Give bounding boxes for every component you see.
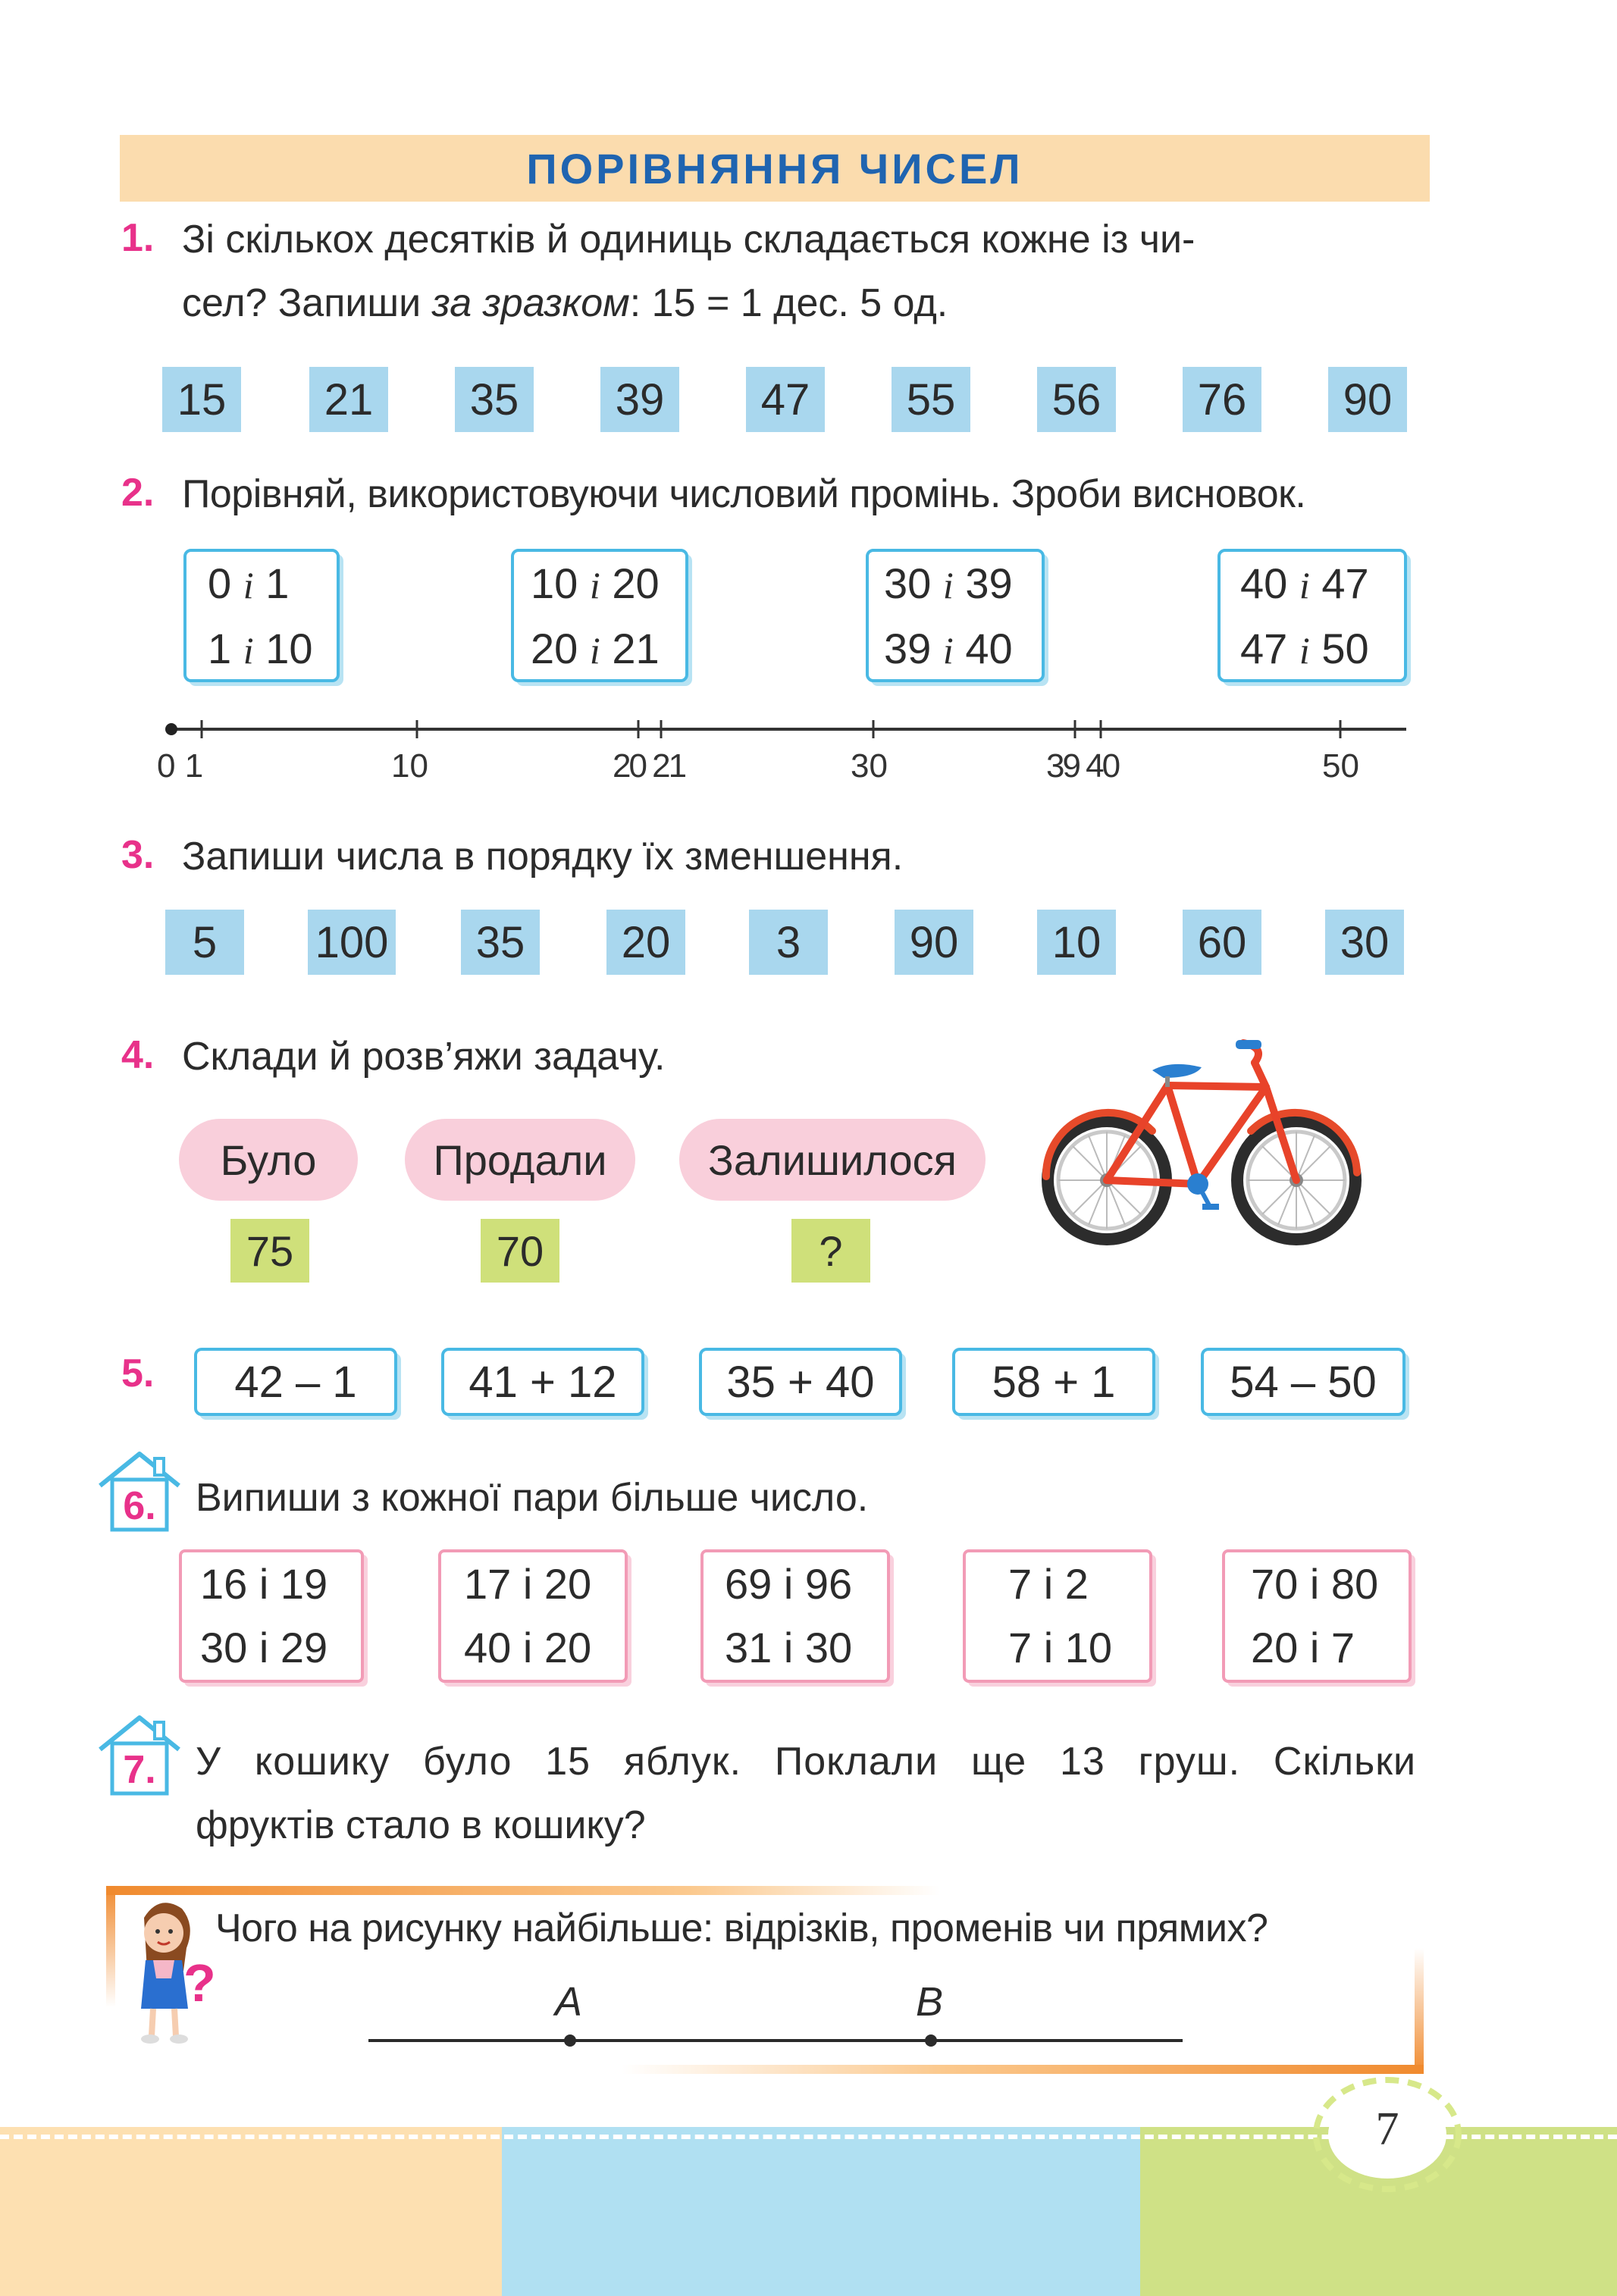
frame-right-border (1415, 1948, 1424, 2074)
task-4-text: Склади й розв’яжи задачу. (182, 1035, 666, 1079)
number-box: 90 (1328, 367, 1407, 432)
number-box: 35 (455, 367, 534, 432)
expression-box: 58 + 1 (952, 1348, 1155, 1416)
task-2-text: Порівняй, використовуючи числовий промінь. Зроби висновок. (182, 472, 1306, 516)
label-zalyshylosia: Залишилося (679, 1119, 986, 1201)
number-box: 47 (746, 367, 825, 432)
bicycle-image (1039, 1040, 1365, 1260)
pair-box (700, 1549, 890, 1683)
pair-line: 30 і 29 (200, 1624, 328, 1671)
number-box: 76 (1183, 367, 1261, 432)
task-4-number: 4. (121, 1033, 155, 1077)
task-6-number: 6. (123, 1484, 156, 1528)
task-5-number: 5. (121, 1352, 155, 1395)
comparison-box: 40 і 47 47 і 50 (1217, 549, 1407, 682)
ray-label: 39 40 (1046, 747, 1119, 785)
frame-top-border (106, 1886, 940, 1895)
number-box: 10 (1037, 910, 1116, 975)
pair-line: 20 і 7 (1251, 1624, 1355, 1671)
comparison-box: 10 і 20 20 і 21 (511, 549, 688, 682)
expression-box: 35 + 40 (699, 1348, 902, 1416)
task-6-text: Випиши з кожної пари більше число. (196, 1476, 869, 1520)
task-1-line2: сел? Запиши за зразком: 15 = 1 дес. 5 од. (182, 281, 948, 325)
footer-band-orange (0, 2127, 502, 2296)
value-bulo: 75 (230, 1219, 309, 1283)
number-box: 56 (1037, 367, 1116, 432)
pair-box (179, 1549, 364, 1683)
number-box: 90 (895, 910, 973, 975)
page-number: 7 (1375, 2103, 1399, 2155)
expression-box: 41 + 12 (441, 1348, 644, 1416)
pair-box (963, 1549, 1152, 1683)
pair-line: 17 і 20 (464, 1560, 592, 1608)
pair-line: 7 і 2 (1008, 1560, 1089, 1608)
pair-line: 31 і 30 (725, 1624, 853, 1671)
comparison-box: 0 і 1 1 і 10 (183, 549, 340, 682)
expression-box: 42 – 1 (194, 1348, 397, 1416)
comparison-box: 30 і 39 39 і 40 (866, 549, 1045, 682)
svg-text:?: ? (183, 1953, 216, 2013)
ray-label: 10 (391, 747, 428, 785)
number-box: 15 (162, 367, 241, 432)
bonus-question-text: Чого на рисунку найбільше: відрізків, променів чи прямих? (215, 1906, 1268, 1950)
homework-house-icon (94, 1713, 185, 1796)
number-box: 30 (1325, 910, 1404, 975)
task-1-line1: Зі скількох десятків й одиниць складається кожне із чи- (182, 218, 1196, 262)
ray-label: 20 21 (613, 747, 685, 785)
line-ab-diagram (364, 2016, 1190, 2047)
label-prodaly: Продали (405, 1119, 635, 1201)
point-a-label: A (555, 1979, 583, 2025)
ray-label: 30 (851, 747, 888, 785)
task-3-number: 3. (121, 833, 155, 877)
pair-line: 69 і 96 (725, 1560, 853, 1608)
girl-question-icon (114, 1895, 216, 2047)
number-box: 3 (749, 910, 828, 975)
number-ray (152, 713, 1425, 750)
page-title: ПОРІВНЯННЯ ЧИСЕЛ (120, 135, 1430, 202)
ray-label: 0 1 (157, 747, 204, 785)
task-3-text: Запиши числа в порядку їх зменшення. (182, 835, 904, 879)
expression-box: 54 – 50 (1201, 1348, 1405, 1416)
ray-label: 50 (1322, 747, 1359, 785)
pair-box (1222, 1549, 1412, 1683)
number-box: 21 (309, 367, 388, 432)
pair-line: 70 і 80 (1251, 1560, 1379, 1608)
pair-line: 7 і 10 (1008, 1624, 1112, 1671)
point-b-label: B (916, 1979, 944, 2025)
number-box: 35 (461, 910, 540, 975)
number-box: 100 (308, 910, 396, 975)
number-box: 20 (606, 910, 685, 975)
task-1-number: 1. (121, 216, 155, 260)
pair-line: 16 і 19 (200, 1560, 328, 1608)
task-7-line2: фруктів стало в кошику? (196, 1803, 646, 1847)
label-bulo: Було (179, 1119, 358, 1201)
task-2-number: 2. (121, 471, 155, 515)
task-7-line1: У кошику було 15 яблук. Поклали ще 13 груш. Скільки (196, 1740, 1416, 1784)
task-7-number: 7. (123, 1748, 156, 1792)
value-prodaly: 70 (481, 1219, 559, 1283)
homework-house-icon (94, 1449, 185, 1533)
number-box: 39 (600, 367, 679, 432)
footer-band-blue (502, 2127, 1140, 2296)
number-box: 5 (165, 910, 244, 975)
pair-line: 40 і 20 (464, 1624, 592, 1671)
number-box: 55 (892, 367, 970, 432)
value-unknown: ? (791, 1219, 870, 1283)
pair-box (438, 1549, 628, 1683)
number-box: 60 (1183, 910, 1261, 975)
